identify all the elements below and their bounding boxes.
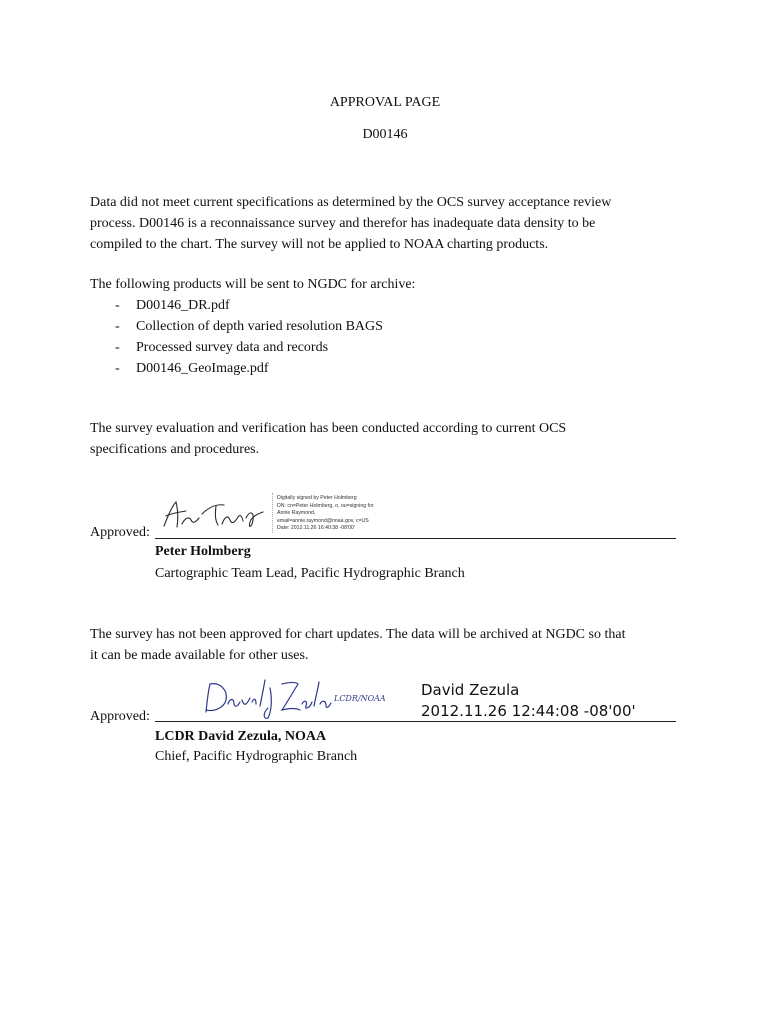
paragraph-line: specifications and procedures.: [90, 442, 260, 457]
page-title: APPROVAL PAGE: [329, 95, 441, 110]
list-item: [90, 358, 590, 379]
digital-signature-line: DN: cn=Peter Holmberg, o, ou=signing for: [277, 502, 374, 509]
digital-signature-date: 2012.11.26 12:44:08 -08'00': [421, 702, 636, 720]
approved-label: Approved:: [90, 709, 150, 724]
product-name: Collection of depth varied resolution BAGS: [136, 319, 383, 334]
digital-signature-name: David Zezula: [421, 681, 520, 699]
approver-name: Peter Holmberg: [155, 544, 251, 559]
handwritten-signature: [198, 676, 338, 722]
approver-title: Chief, Pacific Hydrographic Branch: [155, 749, 358, 764]
paragraph-line: Data did not meet current specifications as determined by the OCS survey acceptance review: [90, 195, 612, 210]
product-name: D00146_DR.pdf: [136, 298, 230, 313]
product-name: Processed survey data and records: [136, 340, 329, 355]
list-marker: -: [115, 361, 120, 376]
paragraph-line: The survey has not been approved for chart updates. The data will be archived at NGDC so that: [90, 627, 626, 642]
digital-signature-line: Digitally signed by Peter Holmberg: [277, 495, 357, 501]
signature-line: [155, 538, 676, 539]
survey-id: D00146: [362, 127, 408, 142]
approver-title: Cartographic Team Lead, Pacific Hydrographic Branch: [155, 566, 465, 581]
list-marker: -: [115, 298, 120, 313]
signature-suffix: LCDR/NOAA: [334, 694, 386, 703]
list-item: [90, 337, 590, 358]
paragraph-line: process. D00146 is a reconnaissance survey and therefor has inadequate data density to be: [90, 216, 596, 231]
signature-divider: [272, 493, 275, 533]
list-marker: -: [115, 319, 120, 334]
digital-signature-line: Date: 2012.11.26 16:40:38 -08'00': [277, 525, 355, 531]
paragraph-line: it can be made available for other uses.: [90, 648, 309, 663]
list-item: [90, 295, 590, 316]
digital-signature-line: email=annie.raymond@noaa.gov, c=US: [277, 517, 369, 524]
handwritten-signature: [158, 496, 270, 532]
paragraph-line: The survey evaluation and verification has been conducted according to current OCS: [90, 421, 567, 436]
approved-label: Approved:: [90, 525, 150, 540]
product-name: D00146_GeoImage.pdf: [136, 361, 269, 376]
approver-name: LCDR David Zezula, NOAA: [155, 729, 327, 744]
list-item: [90, 316, 590, 337]
list-marker: -: [115, 340, 120, 355]
digital-signature-line: Annie Raymond,: [277, 510, 316, 516]
products-list: [90, 295, 590, 379]
signature-line: [155, 721, 676, 722]
paragraph-line: compiled to the chart. The survey will not be applied to NOAA charting products.: [90, 237, 549, 252]
products-intro: The following products will be sent to NGDC for archive:: [90, 277, 416, 292]
